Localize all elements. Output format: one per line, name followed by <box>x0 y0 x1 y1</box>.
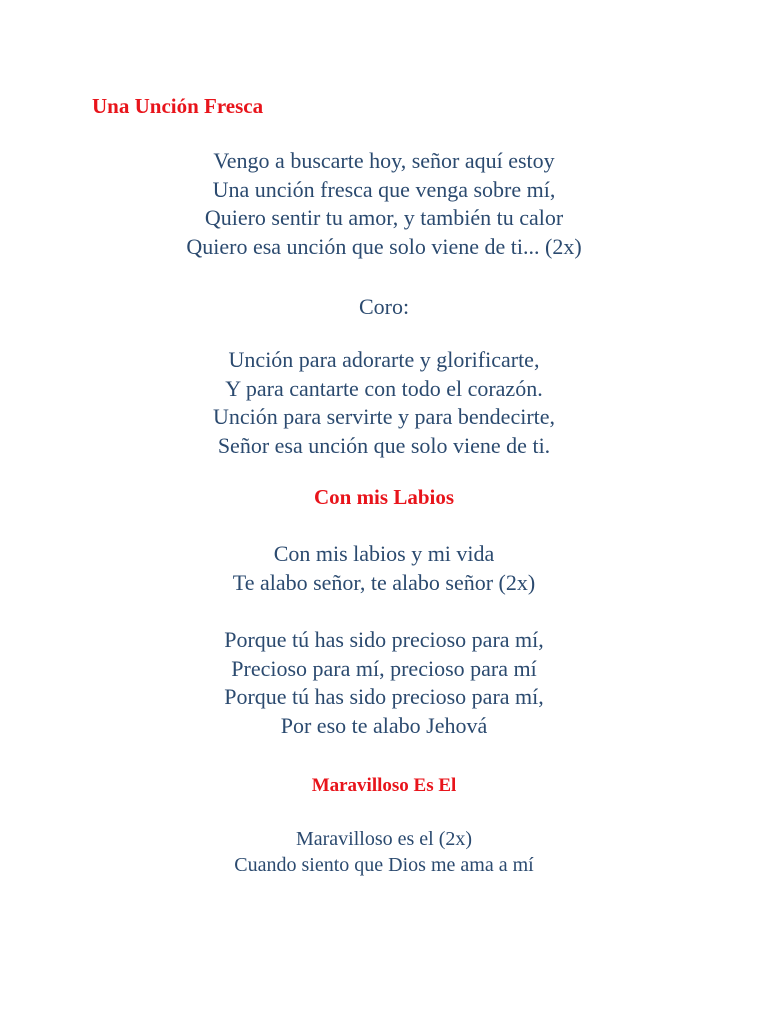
lyric-line: Vengo a buscarte hoy, señor aquí estoy <box>213 148 555 173</box>
song-2-verse-a <box>0 540 768 597</box>
song-2-verse-b <box>0 626 768 740</box>
lyric-line: Y para cantarte con todo el corazón. <box>225 375 543 401</box>
lyric-line: Maravilloso es el (2x) <box>295 828 473 850</box>
song-1-chorus <box>0 346 768 460</box>
lyric-line: Precioso para mí, precioso para mí <box>231 655 537 681</box>
lyric-line: Te alabo señor, te alabo señor (2x) <box>232 569 536 595</box>
song-title-maravilloso-es-el: Maravilloso Es El <box>311 775 457 796</box>
chorus-label-text: Coro: <box>358 294 410 319</box>
lyric-line: Cuando siento que Dios me ama a mí <box>234 854 534 876</box>
lyric-line: Porque tú has sido precioso para mí, <box>224 627 544 652</box>
lyric-line: Señor esa unción que solo viene de ti. <box>217 432 551 458</box>
lyric-line: Con mis labios y mi vida <box>273 541 495 566</box>
song-title-con-mis-labios: Con mis Labios <box>313 485 455 509</box>
song-1-verse <box>0 147 768 261</box>
lyric-line: Quiero sentir tu amor, y también tu calor <box>204 205 564 231</box>
song-title-una-uncion-fresca: Una Unción Fresca <box>92 94 264 118</box>
lyric-line: Unción para servirte y para bendecirte, <box>212 404 556 430</box>
lyric-line: Una unción fresca que venga sobre mí, <box>212 176 556 202</box>
lyric-line: Porque tú has sido precioso para mí, <box>224 684 544 710</box>
chorus-label <box>0 293 768 322</box>
song-3-verse <box>0 826 768 878</box>
lyric-line: Unción para adorarte y glorificarte, <box>228 347 540 372</box>
lyric-line: Por eso te alabo Jehová <box>280 712 488 738</box>
lyric-line: Quiero esa unción que solo viene de ti... (2x) <box>186 233 582 259</box>
